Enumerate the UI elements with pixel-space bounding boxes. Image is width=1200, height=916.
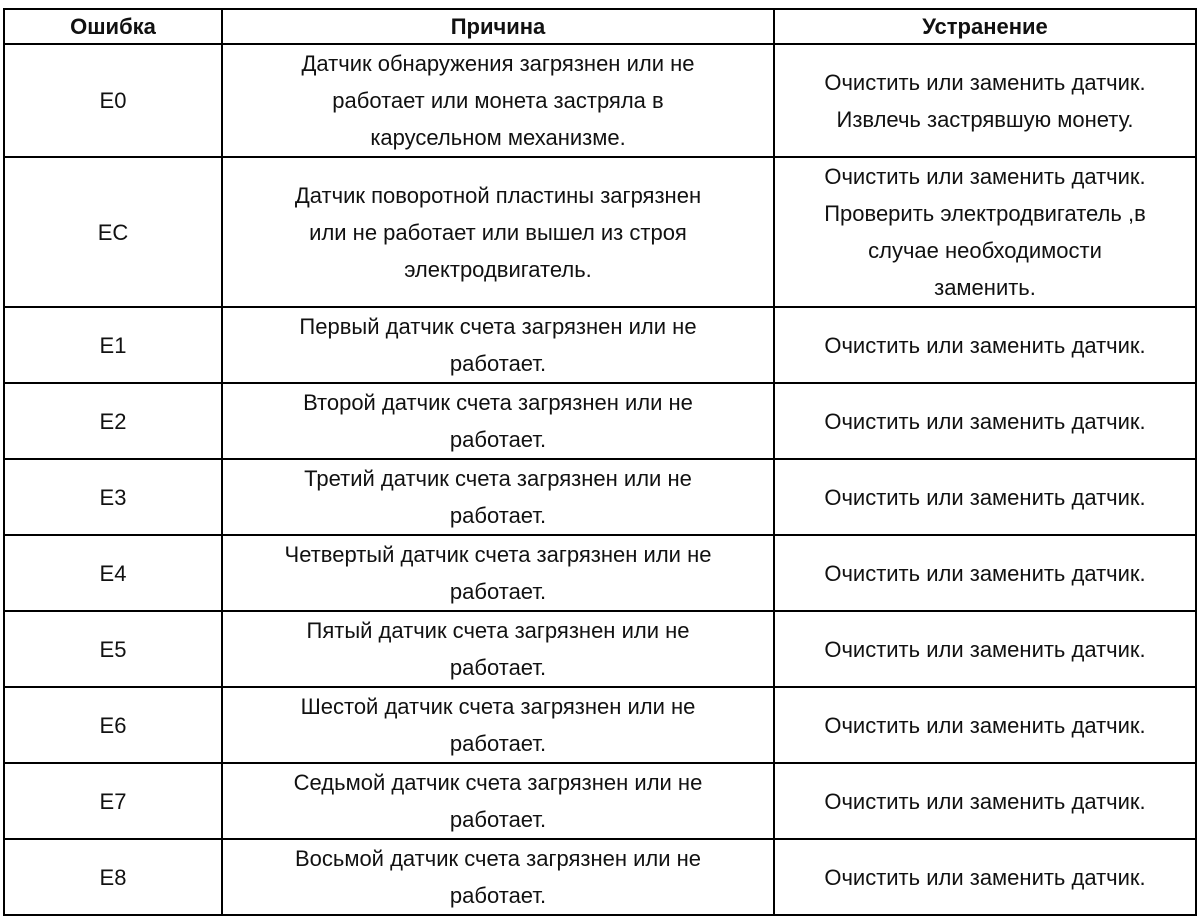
table-row [4, 687, 1196, 763]
error-codes-table [3, 8, 1197, 916]
cause-cell [222, 459, 774, 535]
error-code-cell: E0 [4, 44, 222, 157]
cause-text: Датчик обнаружения загрязнен или не работает или монета застряла в карусельном механизме. [301, 51, 695, 150]
cause-text: Датчик поворотной пластины загрязнен или не работает или вышел из строя электродвигатель. [294, 182, 702, 282]
table-row [4, 611, 1196, 687]
fix-text: Очистить или заменить датчик. [824, 332, 1146, 358]
error-code-cell: E4 [4, 535, 222, 611]
cause-cell [222, 763, 774, 839]
cause-cell [222, 383, 774, 459]
error-code-cell: E5 [4, 611, 222, 687]
cause-text: Первый датчик счета загрязнен или не работает. [299, 314, 697, 376]
column-header-cause: Причина [222, 9, 774, 44]
table-header-row [4, 9, 1196, 44]
table-row [4, 459, 1196, 535]
error-code-cell: E8 [4, 839, 222, 915]
fix-cell [774, 44, 1196, 157]
fix-cell [774, 535, 1196, 611]
fix-cell [774, 687, 1196, 763]
cause-cell [222, 535, 774, 611]
fix-cell [774, 763, 1196, 839]
error-code-cell: EC [4, 157, 222, 307]
fix-text: Очистить или заменить датчик. [824, 712, 1146, 738]
table-row [4, 44, 1196, 157]
fix-cell [774, 383, 1196, 459]
fix-cell [774, 157, 1196, 307]
column-header-code: Ошибка [4, 9, 222, 44]
fix-text: Очистить или заменить датчик. Извлечь застрявшую монету. [824, 69, 1146, 132]
fix-text: Очистить или заменить датчик. Проверить электродвигатель ,в случае необходимости заменить. [824, 164, 1146, 300]
cause-text: Третий датчик счета загрязнен или не работает. [304, 466, 692, 528]
table-row [4, 383, 1196, 459]
fix-cell [774, 307, 1196, 383]
error-code-cell: E7 [4, 763, 222, 839]
fix-text: Очистить или заменить датчик. [824, 788, 1146, 814]
fix-text: Очистить или заменить датчик. [824, 636, 1146, 662]
table-row [4, 839, 1196, 915]
cause-cell [222, 687, 774, 763]
cause-text: Второй датчик счета загрязнен или не работает. [303, 390, 693, 452]
table-row [4, 307, 1196, 383]
cause-text: Четвертый датчик счета загрязнен или не работает. [284, 542, 712, 604]
fix-cell [774, 611, 1196, 687]
error-code-cell: E3 [4, 459, 222, 535]
cause-cell [222, 157, 774, 307]
fix-cell [774, 459, 1196, 535]
error-code-cell: E2 [4, 383, 222, 459]
table-row [4, 157, 1196, 307]
cause-cell [222, 307, 774, 383]
cause-cell [222, 611, 774, 687]
table-row [4, 763, 1196, 839]
error-code-cell: E1 [4, 307, 222, 383]
cause-cell [222, 839, 774, 915]
fix-text: Очистить или заменить датчик. [824, 484, 1146, 510]
cause-text: Восьмой датчик счета загрязнен или не работает. [294, 846, 702, 908]
fix-text: Очистить или заменить датчик. [824, 560, 1146, 586]
fix-text: Очистить или заменить датчик. [824, 408, 1146, 434]
error-code-cell: E6 [4, 687, 222, 763]
fix-text: Очистить или заменить датчик. [824, 864, 1146, 890]
column-header-fix: Устранение [774, 9, 1196, 44]
cause-text: Седьмой датчик счета загрязнен или не работает. [293, 770, 703, 832]
fix-cell [774, 839, 1196, 915]
table-row [4, 535, 1196, 611]
cause-text: Пятый датчик счета загрязнен или не работает. [306, 618, 690, 680]
cause-cell [222, 44, 774, 157]
cause-text: Шестой датчик счета загрязнен или не работает. [300, 694, 696, 756]
